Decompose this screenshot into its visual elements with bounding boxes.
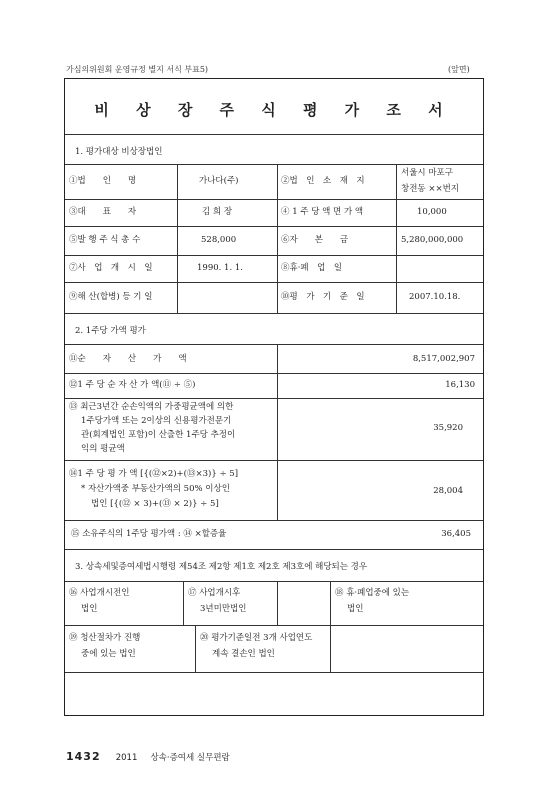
divider <box>65 313 483 314</box>
section2-heading: 2. 1주당 가액 평가 <box>75 326 146 336</box>
business-start-label: ⑦사 업 개 시 일 <box>69 263 153 273</box>
liquidation-line2: 중에 있는 법인 <box>81 649 136 659</box>
representative-value: 김 희 장 <box>202 207 233 217</box>
earnings-value-line3: 관(회계법인 포함)이 산출한 1주당 추정이 <box>81 430 236 440</box>
column-divider <box>396 164 397 313</box>
company-name-label: ①법 인 명 <box>69 176 137 186</box>
divider <box>65 549 483 550</box>
divider <box>65 398 483 399</box>
under-3yr-line2: 3년미만법인 <box>200 604 247 614</box>
divider <box>65 581 483 582</box>
section3-heading: 3. 상속세및증여세법시행령 제54조 제2항 제1호 제2호 제3호에 해당되는 경우 <box>75 562 368 572</box>
column-divider <box>277 344 278 520</box>
divider <box>65 625 483 626</box>
under-3yr-line1: ⑰ 사업개시후 <box>188 588 241 598</box>
page-footer <box>66 745 230 764</box>
shares-issued-label: ⑤발 행 주 식 총 수 <box>69 235 141 245</box>
deficit-line2: 계속 결손인 법인 <box>212 649 275 659</box>
divider <box>65 164 483 165</box>
valuation-form <box>64 78 484 716</box>
par-value-value: 10,000 <box>417 207 447 217</box>
column-divider <box>330 625 331 672</box>
par-value-label: ④ 1 주 당 액 면 가 액 <box>281 207 364 217</box>
suspended-line2: 법인 <box>347 604 364 614</box>
capital-value: 5,280,000,000 <box>401 235 464 245</box>
deficit-line1: ⑳ 평가기준일전 3개 사업연도 <box>200 633 313 643</box>
earnings-value-line1: ⑬ 최근3년간 순손익액의 가중평균액에 의한 <box>69 402 234 412</box>
divider <box>65 460 483 461</box>
divider <box>65 344 483 345</box>
page-number: 1432 <box>66 750 101 763</box>
divider <box>65 282 483 283</box>
header-form-reference: 가심의위원회 운영규정 별지 서식 부표5) <box>66 65 209 74</box>
pre-business-line2: 법인 <box>81 604 98 614</box>
divider <box>65 520 483 521</box>
book-title: 상속·증여세 실무편람 <box>150 753 230 763</box>
capital-label: ⑥자 본 금 <box>281 235 349 245</box>
header-page-side: (앞면) <box>448 65 470 74</box>
net-asset-per-share-label: ⑫1 주 당 순 자 산 가 액(⑪ ÷ ⑤) <box>69 380 196 390</box>
divider <box>65 226 483 227</box>
representative-label: ③대 표 자 <box>69 207 137 217</box>
earnings-value-line4: 익의 평균액 <box>81 444 125 454</box>
net-asset-per-share-value: 16,130 <box>445 380 475 390</box>
valuation-date-value: 2007.10.18. <box>409 292 461 302</box>
company-address-line2: 창전동 ××번지 <box>401 184 460 194</box>
net-asset-value: 8,517,002,907 <box>412 354 475 364</box>
closure-date-label: ⑧휴·폐 업 일 <box>281 263 343 273</box>
form-title: 비 상 장 주 식 평 가 조 서 <box>94 101 454 119</box>
column-divider <box>177 164 178 313</box>
earnings-value-line2: 1주당가액 또는 2이상의 신용평가전문기 <box>81 416 232 426</box>
business-start-value: 1990. 1. 1. <box>197 263 243 273</box>
dissolution-date-label: ⑨해 산(합병) 등 기 일 <box>69 292 153 302</box>
divider <box>65 672 483 673</box>
owned-share-valuation-value: 36,405 <box>441 529 471 539</box>
company-name-value: 가나다(주) <box>199 176 239 186</box>
column-divider <box>183 581 184 625</box>
net-asset-label: ⑪순 자 산 가 액 <box>69 354 187 364</box>
per-share-valuation-line2: * 자산가액중 부동산가액의 50% 이상인 <box>81 484 230 494</box>
liquidation-line1: ⑲ 청산절차가 진행 <box>69 633 141 643</box>
valuation-date-label: ⑩평 가 기 준 일 <box>281 292 365 302</box>
suspended-line1: ⑱ 휴·폐업중에 있는 <box>335 588 410 598</box>
company-address-label: ②법 인 소 재 지 <box>281 176 365 186</box>
column-divider <box>277 581 278 625</box>
per-share-valuation-value: 28,004 <box>433 486 463 496</box>
column-divider <box>277 164 278 313</box>
section1-heading: 1. 평가대상 비상장법인 <box>75 147 163 157</box>
column-divider <box>330 581 331 625</box>
divider <box>65 373 483 374</box>
company-address-line1: 서울시 마포구 <box>401 168 453 178</box>
book-year: 2011 <box>115 753 138 763</box>
shares-issued-value: 528,000 <box>201 235 237 245</box>
earnings-value: 35,920 <box>433 423 463 433</box>
pre-business-line1: ⑯ 사업개시전인 <box>69 588 130 598</box>
per-share-valuation-line1: ⑭1 주 당 평 가 액 [{(⑫×2)+(⑬×3)} ÷ 5] <box>69 469 239 479</box>
divider <box>65 199 483 200</box>
divider <box>65 134 483 135</box>
column-divider <box>195 625 196 672</box>
per-share-valuation-line3: 법인 [{(⑫ × 3)+(⑬ × 2)} ÷ 5] <box>91 499 219 509</box>
divider <box>65 255 483 256</box>
owned-share-valuation-label: ⑮ 소유주식의 1주당 평가액 : ⑭ ×할증율 <box>71 529 227 539</box>
